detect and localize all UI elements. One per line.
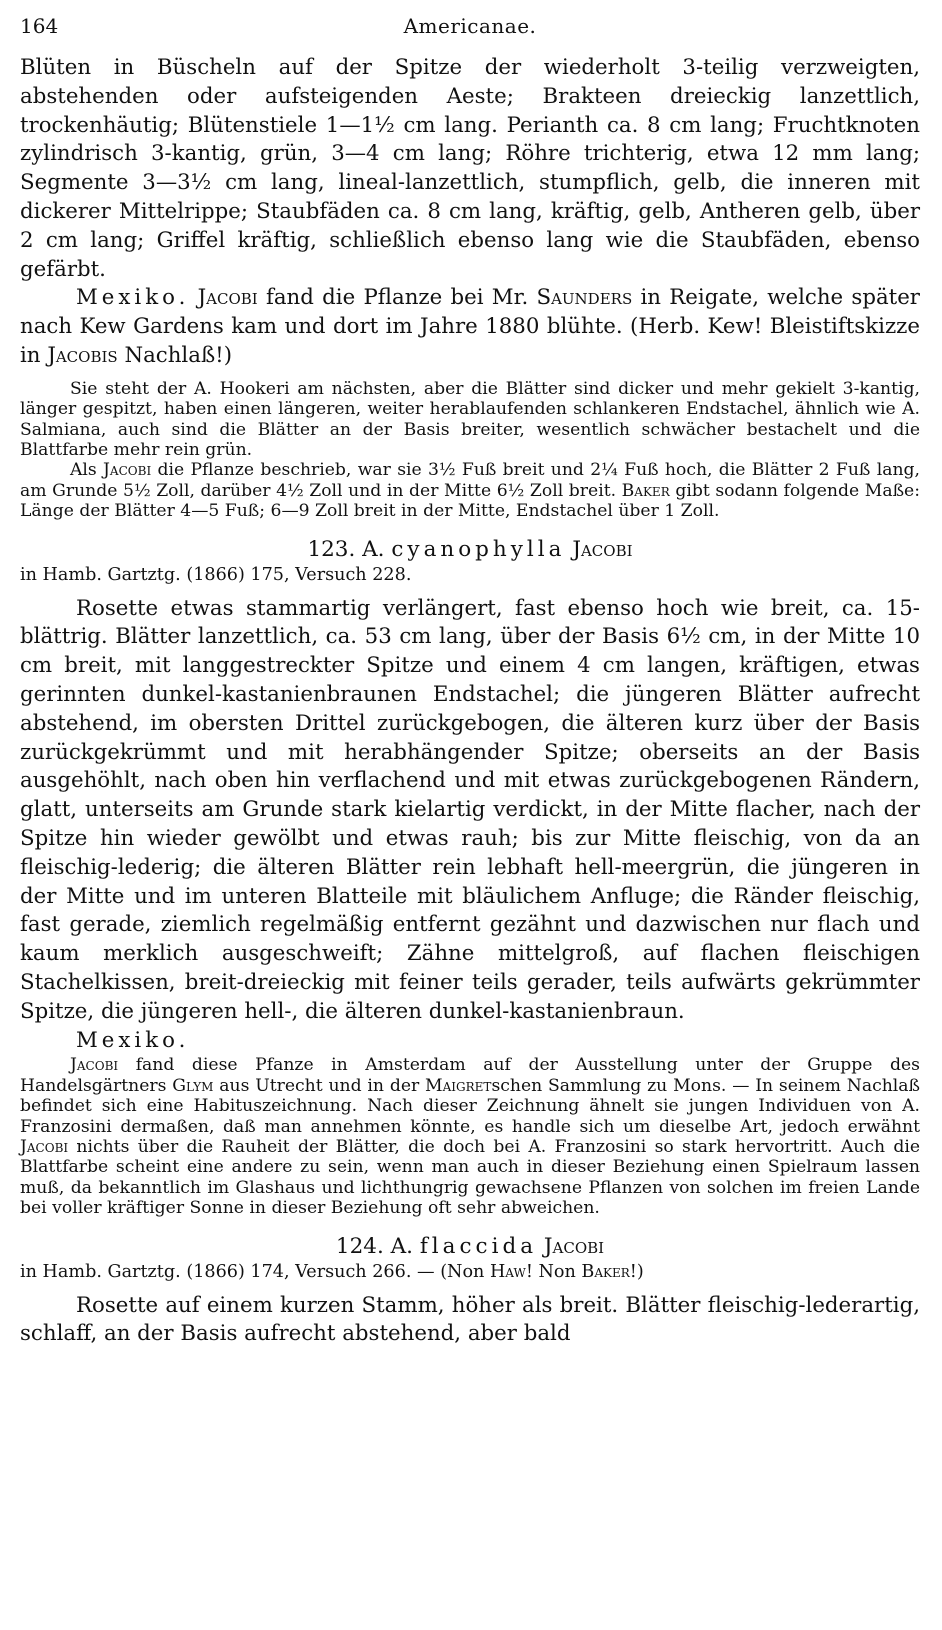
species-description: Rosette auf einem kurzen Stamm, höher als breit. Blätter fleischig-lederartig, schlaff, an der Basis aufrecht abstehend, aber bald: [20, 1292, 920, 1347]
note-paragraph: Sie steht der A. Hookeri am nächsten, aber die Blätter sind dicker und mehr gekielt 3-kantig, länger gespitzt, haben einen längeren, weiter herablaufenden schlankeren Endstachel, ähnlich wie A. Salmiana, auch sind die Blätter an der Basis breiter, wesentlich schwächer bestachelt und die Blattfarbe mehr rein grün.: [20, 378, 920, 460]
document-page: [20, 14, 920, 1349]
continuation-paragraph: Blüten in Büscheln auf der Spitze der wiederholt 3-teilig verzweigten, abstehenden oder aufsteigenden Aeste; Brakteen dreieckig lanzettlich, trockenhäutig; Blütenstiele 1—1½ cm lang. Perianth ca. 8 cm lang; Fruchtknoten zylindrisch 3-kantig, grün, 3—4 cm lang; Röhre trichterig, etwa 12 mm lang; Segmente 3—3½ cm lang, lineal-lanzettlich, stumpflich, gelb, die inneren mit dickerer Mittelrippe; Staubfäden ca. 8 cm lang, kräftig, gelb, Antheren gelb, über 2 cm lang; Griffel kräftig, schließlich ebenso lang wie die Staubfäden, ebenso gefärbt.: [20, 55, 920, 282]
species-citation: in Hamb. Gartztg. (1866) 175, Versuch 228.: [20, 564, 412, 585]
species-heading: 124. A. flaccida Jacobi: [335, 1233, 605, 1259]
page-number: 164: [20, 14, 59, 38]
running-title: Americanae.: [403, 14, 537, 38]
author-name: Jacobi: [197, 285, 258, 311]
note-paragraph: Jacobi fand diese Pfanze in Amsterdam auf der Ausstellung unter der Gruppe des Handelsgärtners Glym aus Utrecht und in der Maigretschen Sammlung zu Mons. — In seinem Nachlaß befindet sich eine Habituszeichnung. Nach dieser Zeichnung ähnelt sie jungen Individuen von A. Franzosini dermaßen, daß man annehmen könnte, es handle sich um dieselbe Art, jedoch erwähnt Jacobi nichts über die Rauheit der Blätter, die doch bei A. Franzosini so stark hervortritt. Auch die Blattfarbe scheint eine andere zu sein, wenn man auch in dieser Beziehung einen Spielraum lassen muß, da bekanntlich im Glashaus und lichthungrig gewachsene Pflanzen von solchen im freien Lande bei voller kräftiger Sonne in dieser Beziehung oft sehr abweichen.: [20, 1055, 920, 1219]
species-name: cyanophylla: [391, 536, 566, 562]
author-name: Baker: [621, 480, 670, 501]
person-name: Glym: [172, 1075, 214, 1096]
locality-label: Mexiko.: [76, 1027, 190, 1053]
page-header: [20, 14, 920, 48]
author-name: Haw: [489, 1261, 526, 1282]
person-name: Saunders: [536, 285, 633, 311]
species-citation: in Hamb. Gartztg. (1866) 174, Versuch 266. — (Non Haw! Non Baker!): [20, 1261, 644, 1282]
author-name: Jacobi: [70, 1055, 119, 1076]
author-name: Jacobi: [103, 460, 152, 481]
locality-paragraph: [20, 1027, 920, 1056]
species-name: flaccida: [419, 1233, 538, 1259]
locality-paragraph: Mexiko. Jacobi fand die Pflanze bei Mr. Saunders in Reigate, welche später nach Kew Gardens kam und dort im Jahre 1880 blühte. (Herb. Kew! Bleistiftskizze in Jacobis Nachlaß!): [20, 285, 920, 368]
author-name: Jacobi: [20, 1136, 69, 1157]
note-paragraph: Als Jacobi die Pflanze beschrieb, war sie 3½ Fuß breit und 2¼ Fuß hoch, die Blätter 2 Fuß lang, am Grunde 5½ Zoll, darüber 4½ Zoll und in der Mitte 6½ Zoll breit. Baker gibt sodann folgende Maße: Länge der Blätter 4—5 Fuß; 6—9 Zoll breit in der Mitte, Endstachel über 1 Zoll.: [20, 460, 921, 522]
species-description: Rosette etwas stammartig verlängert, fast ebenso hoch wie breit, ca. 15-blättrig. Blätter lanzettlich, ca. 53 cm lang, über der Basis 6½ cm, in der Mitte 10 cm breit, mit langgestreckter Spitze und einem 4 cm langen, kräftigen, etwas gerinnten dunkel-kastanienbraunen Endstachel; die jüngeren Blätter aufrecht abstehend, im obersten Drittel zurückgebogen, die älteren kurz über der Basis zurückgekrümmt und mit herabhängender Spitze; oberseits an der Basis ausgehöhlt, nach oben hin verflachend und mit etwas zurückgebogenen Rändern, glatt, unterseits am Grunde stark kielartig verdickt, in der Mitte flacher, nach der Spitze hin wieder gewölbt und etwas rauh; bis zur Mitte fleischig, von da an fleischig-lederig; die älteren Blätter rein lebhaft hell-meergrün, die jüngeren in der Mitte und im unteren Blatteile mit bläulichem Anfluge; die Ränder fleischig, fast gerade, ziemlich regelmäßig entfernt gezähnt und dazwischen nur flach und kaum merklich ausgeschweift; Zähne mittelgroß, auf flachen fleischigen Stachelkissen, breit-dreieckig mit feiner teils gerader, teils aufwärts gekrümmter Spitze, die jüngeren hell-, die älteren dunkel-kastanienbraun.: [20, 595, 920, 1024]
author-name: Jacobis: [47, 342, 118, 368]
person-name: Maigret: [425, 1075, 492, 1096]
locality-label: Mexiko.: [76, 285, 190, 311]
author-name: Jacobi: [543, 1233, 605, 1259]
species-heading: 123. A. cyanophylla Jacobi: [307, 536, 633, 562]
author-name: Baker: [581, 1261, 630, 1282]
author-name: Jacobi: [572, 536, 633, 562]
